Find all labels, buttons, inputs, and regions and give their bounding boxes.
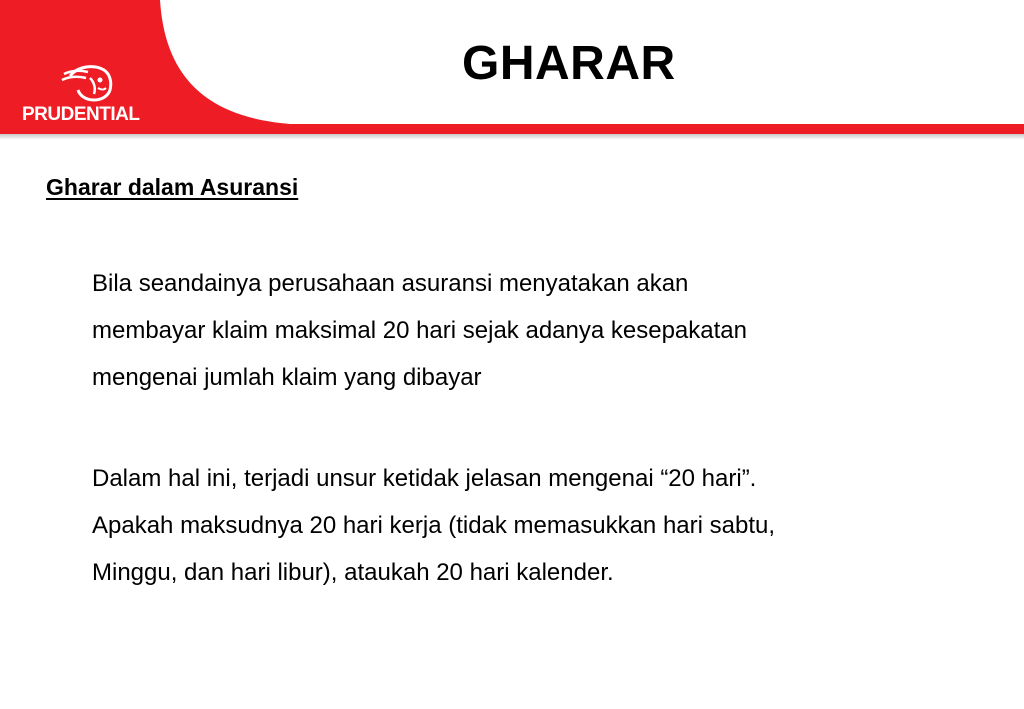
paragraph-2	[92, 455, 1002, 596]
paragraph-line: Apakah maksudnya 20 hari kerja (tidak memasukkan hari sabtu,	[92, 512, 776, 539]
paragraph-line: mengenai jumlah klaim yang dibayar	[92, 364, 482, 391]
section-heading: Gharar dalam Asuransi	[46, 174, 299, 200]
paragraph-line: membayar klaim maksimal 20 hari sejak adanya kesepakatan	[92, 317, 747, 344]
slide-title: GHARAR	[462, 37, 676, 90]
prudence-head-icon	[60, 62, 120, 102]
paragraph-line: Minggu, dan hari libur), ataukah 20 hari kalender.	[92, 559, 614, 586]
prudential-logo	[14, 62, 174, 132]
prudential-wordmark: PRUDENTIAL	[22, 104, 140, 125]
paragraph-line: Bila seandainya perusahaan asuransi menyatakan akan	[92, 270, 689, 297]
paragraph-line: Dalam hal ini, terjadi unsur ketidak jelasan mengenai “20 hari”.	[92, 465, 757, 492]
paragraph-1	[92, 260, 1002, 401]
